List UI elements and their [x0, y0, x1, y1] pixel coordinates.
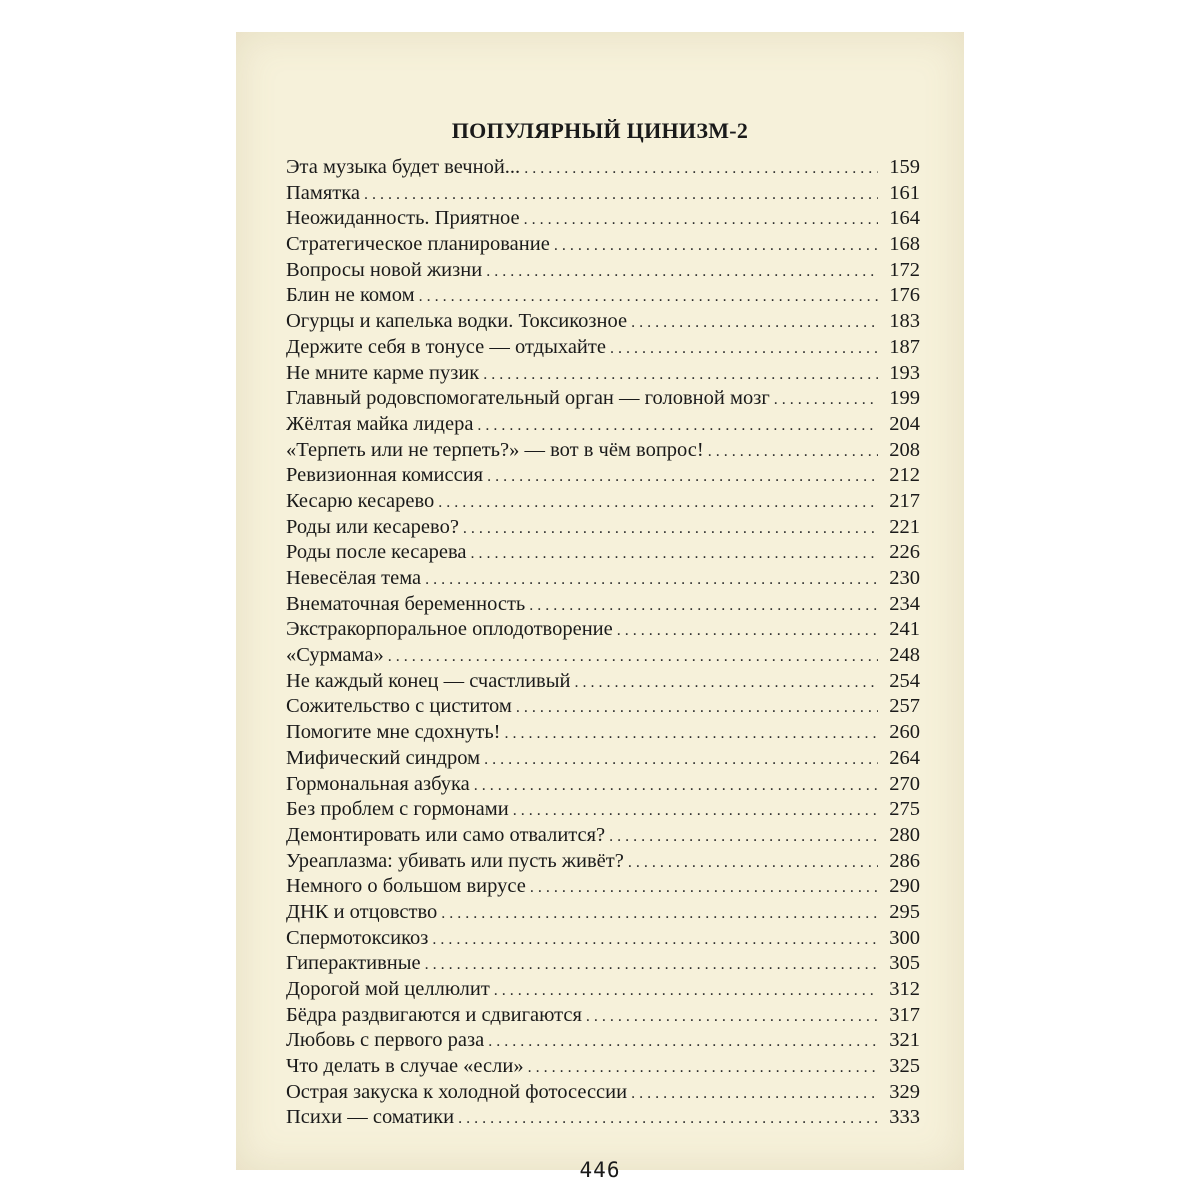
- toc-entry-title: Кесарю кесарево: [286, 489, 435, 512]
- toc-entry-page: 199: [889, 387, 920, 410]
- toc-entry-page: 260: [889, 721, 920, 744]
- toc-entry: [286, 362, 920, 388]
- toc-entry-title: Роды после кесарева: [286, 541, 467, 564]
- toc-entry: [286, 207, 920, 233]
- toc-entry: [286, 670, 920, 696]
- toc-entry: [286, 901, 920, 927]
- toc-entry-title: Дорогой мой целлюлит: [286, 978, 490, 1000]
- toc-entry-page: 217: [889, 489, 920, 512]
- toc-entry: [286, 875, 920, 901]
- dot-leader: [631, 1085, 878, 1103]
- toc-entry-title: Памятка: [286, 181, 361, 204]
- toc-entry-page: 208: [889, 438, 920, 461]
- toc-entry-page: 321: [889, 1029, 920, 1052]
- toc-entry-title: «Сурмама»: [286, 644, 384, 667]
- toc-entry: [286, 798, 920, 824]
- toc-entry: [286, 233, 920, 259]
- toc-entry-page: 270: [889, 772, 920, 795]
- toc-entry-page: 221: [889, 515, 920, 538]
- toc-entry: [286, 464, 920, 490]
- toc-entry-title: Экстракорпоральное оплодотворение: [286, 618, 613, 641]
- toc-entry-page: 317: [889, 1003, 920, 1026]
- dot-leader: [574, 674, 878, 692]
- toc-entry-title: Неожиданность. Приятное: [286, 207, 520, 230]
- book-page: [236, 32, 964, 1182]
- toc-entry-page: 234: [889, 592, 920, 615]
- toc-entry-page: 164: [889, 207, 920, 230]
- toc-entry: [286, 182, 920, 208]
- toc-entry-page: 248: [889, 644, 920, 667]
- page-number: 446: [579, 1158, 621, 1182]
- toc-entry-page: 254: [889, 669, 920, 692]
- toc-entry-page: 176: [889, 284, 920, 307]
- dot-leader: [610, 340, 878, 358]
- dot-leader: [524, 211, 878, 229]
- dot-leader: [477, 417, 878, 435]
- toc-entry: [286, 284, 920, 310]
- toc-entry-title: Острая закуска к холодной фотосессии: [286, 1080, 628, 1103]
- toc-entry: [286, 490, 920, 516]
- toc-entry-page: 280: [889, 823, 920, 846]
- toc-entry-title: Держите себя в тонусе — отдыхайте: [286, 335, 606, 358]
- dot-leader: [586, 1008, 878, 1026]
- toc-entry-page: 286: [889, 849, 920, 872]
- toc-entry: [286, 413, 920, 439]
- dot-leader: [530, 879, 878, 897]
- toc-entry-page: 264: [889, 746, 920, 769]
- toc-entry-title: Внематочная беременность: [286, 592, 526, 615]
- dot-leader: [458, 1110, 878, 1128]
- dot-leader: [419, 288, 878, 306]
- dot-leader: [364, 186, 878, 204]
- dot-leader: [774, 391, 878, 409]
- toc-entry-title: Роды или кесарево?: [286, 515, 459, 538]
- toc-entry: [286, 567, 920, 593]
- toc-entry-page: 183: [889, 310, 920, 333]
- toc-entry-title: Мифический синдром: [286, 746, 481, 769]
- toc-entry-title: Что делать в случае «если»: [286, 1055, 524, 1078]
- dot-leader: [708, 443, 878, 461]
- toc-entry-page: 226: [889, 541, 920, 564]
- toc-entry-page: 204: [889, 412, 920, 435]
- toc-entry: [286, 439, 920, 465]
- dot-leader: [494, 982, 878, 1000]
- dot-leader: [388, 648, 878, 666]
- toc-entry-page: 241: [889, 618, 920, 641]
- toc-entry-page: 168: [889, 233, 920, 256]
- toc-entry: [286, 695, 920, 721]
- toc-entry-page: 230: [889, 567, 920, 589]
- toc-entry-title: Уреаплазма: убивать или пусть живёт?: [286, 849, 624, 872]
- toc-entry-title: Без проблем с гормонами: [286, 798, 509, 821]
- toc-entry-page: 325: [889, 1055, 920, 1078]
- toc-entry-title: Вопросы новой жизни: [286, 258, 483, 281]
- toc-entry-title: Ревизионная комиссия: [286, 464, 484, 487]
- toc-entry: [286, 773, 920, 799]
- toc-entry-title: Не каждый конец — счастливый: [286, 669, 571, 692]
- toc-entry-title: Помогите мне сдохнуть!: [286, 721, 501, 744]
- toc-entry-title: Жёлтая майка лидера: [286, 412, 474, 435]
- toc-entry: [286, 387, 920, 413]
- dot-leader: [474, 777, 878, 795]
- dot-leader: [425, 956, 878, 974]
- toc-entry: [286, 156, 920, 182]
- dot-leader: [628, 854, 878, 872]
- dot-leader: [484, 751, 878, 769]
- toc-entry-page: 295: [889, 900, 920, 923]
- toc-entry: [286, 644, 920, 670]
- dot-leader: [438, 494, 878, 512]
- toc-entry: [286, 1004, 920, 1030]
- toc-entry: [286, 1106, 920, 1132]
- toc-entry-page: 212: [889, 464, 920, 487]
- toc-entry-title: Гормональная азбука: [286, 772, 470, 795]
- toc-entry: [286, 1029, 920, 1055]
- toc-entry-page: 305: [889, 952, 920, 975]
- toc-entry-page: 275: [889, 798, 920, 821]
- toc-entry: [286, 850, 920, 876]
- toc-entry: [286, 1055, 920, 1081]
- toc-entry-page: 193: [889, 361, 920, 384]
- dot-leader: [441, 905, 878, 923]
- toc-entry-page: 312: [889, 978, 920, 1000]
- dot-leader: [471, 545, 878, 563]
- toc-entry: [286, 824, 920, 850]
- dot-leader: [483, 366, 878, 384]
- toc-entry: [286, 978, 920, 1004]
- toc-entry: [286, 1081, 920, 1107]
- toc-entry: [286, 618, 920, 644]
- dot-leader: [487, 468, 878, 486]
- dot-leader: [505, 725, 879, 743]
- toc-entry: [286, 927, 920, 953]
- dot-leader: [631, 314, 878, 332]
- dot-leader: [513, 802, 878, 820]
- dot-leader: [609, 828, 878, 846]
- toc-entry: [286, 259, 920, 285]
- toc-entry-page: 159: [889, 156, 920, 178]
- table-of-contents: [286, 156, 920, 1132]
- toc-entry: [286, 952, 920, 978]
- toc-entry-page: 257: [889, 695, 920, 718]
- toc-entry-title: Гиперактивные: [286, 952, 421, 975]
- toc-entry-page: 161: [889, 181, 920, 204]
- dot-leader: [617, 622, 878, 640]
- toc-entry-page: 290: [889, 875, 920, 898]
- dot-leader: [528, 1059, 878, 1077]
- toc-entry-page: 172: [889, 258, 920, 281]
- section-title: ПОПУЛЯРНЫЙ ЦИНИЗМ-2: [451, 118, 749, 143]
- dot-leader: [432, 931, 878, 949]
- toc-entry-title: Спермотоксикоз: [286, 926, 429, 949]
- toc-entry-title: Огурцы и капелька водки. Токсикозное: [286, 310, 628, 333]
- toc-entry-page: 329: [889, 1080, 920, 1103]
- toc-entry-title: Невесёлая тема: [286, 567, 422, 589]
- toc-entry: [286, 721, 920, 747]
- dot-leader: [486, 263, 878, 281]
- toc-entry: [286, 336, 920, 362]
- dot-leader: [529, 597, 878, 615]
- dot-leader: [463, 520, 878, 538]
- dot-leader: [524, 160, 878, 178]
- toc-entry-title: Эта музыка будет вечной...: [286, 156, 521, 178]
- toc-entry-title: Психи — соматики: [286, 1106, 455, 1129]
- dot-leader: [488, 1033, 878, 1051]
- toc-entry-title: Не мните карме пузик: [286, 361, 480, 384]
- toc-entry-title: ДНК и отцовство: [286, 900, 438, 923]
- toc-entry-title: Любовь с первого раза: [286, 1029, 485, 1052]
- toc-entry-page: 187: [889, 335, 920, 358]
- toc-entry: [286, 541, 920, 567]
- dot-leader: [554, 237, 878, 255]
- toc-entry-title: Стратегическое планирование: [286, 233, 550, 256]
- toc-entry: [286, 310, 920, 336]
- toc-entry-title: Демонтировать или само отвалится?: [286, 823, 606, 846]
- toc-entry-page: 333: [889, 1106, 920, 1129]
- toc-entry-title: Сожительство с циститом: [286, 695, 512, 718]
- toc-entry-title: Немного о большом вирусе: [286, 875, 526, 898]
- toc-entry-title: «Терпеть или не терпеть?» — вот в чём вопрос!: [286, 438, 704, 461]
- toc-entry-title: Главный родовспомогательный орган — головной мозг: [286, 387, 770, 410]
- toc-entry: [286, 747, 920, 773]
- toc-entry: [286, 516, 920, 542]
- toc-entry: [286, 593, 920, 619]
- toc-entry-title: Блин не комом: [286, 284, 415, 307]
- dot-leader: [425, 571, 878, 589]
- toc-entry-page: 300: [889, 926, 920, 949]
- toc-entry-title: Бёдра раздвигаются и сдвигаются: [286, 1003, 582, 1026]
- dot-leader: [516, 699, 878, 717]
